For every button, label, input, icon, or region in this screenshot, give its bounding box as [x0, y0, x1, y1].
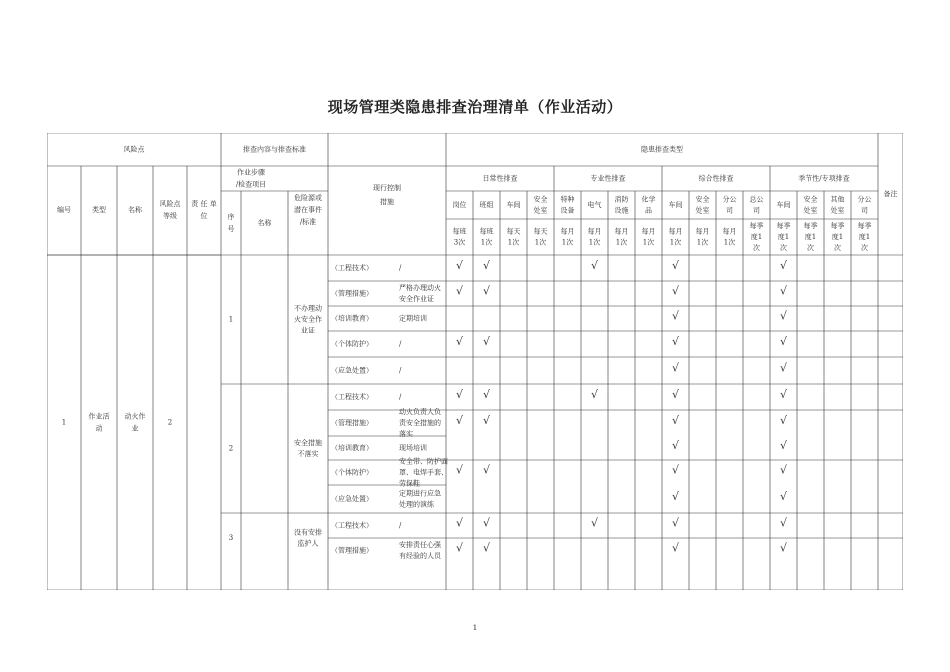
header-subcol-name: 司	[726, 206, 733, 215]
check-mark: √	[455, 335, 464, 348]
header-number: 编号	[57, 206, 71, 214]
header-subcol-frequency: 每季	[776, 222, 791, 230]
header-work-step: 作业步骤	[237, 168, 265, 177]
header-subcol-frequency: 1次	[696, 238, 709, 247]
risk-name: 动火作	[124, 412, 146, 421]
header-current-control: 措施	[380, 198, 394, 206]
header-subcol-frequency: 度1	[831, 233, 844, 241]
hazard-description: 不办理动	[294, 304, 322, 313]
check-item-seq: 3	[228, 534, 234, 542]
header-subcol-frequency: 度1	[750, 233, 763, 241]
header-subcol-frequency: 每季	[749, 222, 764, 230]
header-subcol-frequency: 每月	[641, 227, 656, 236]
header-subcol-name: 特种	[560, 195, 575, 204]
header-subcol-frequency: 每季	[803, 222, 818, 230]
check-mark: √	[455, 284, 464, 298]
check-mark: √	[671, 541, 680, 555]
control-measure: 安排责任心强	[399, 541, 441, 549]
check-mark: √	[482, 259, 491, 272]
header-subcol-name: 车间	[668, 201, 683, 209]
measure-category: （应急处置）	[331, 366, 373, 375]
measure-category: （培训教育）	[331, 314, 373, 323]
control-measure: /	[399, 264, 402, 272]
header-subcol-frequency: 次	[780, 244, 787, 252]
control-measure: 罩、电焊手套、	[399, 468, 448, 477]
header-risk-point: 风险点	[123, 145, 145, 154]
header-subcol-name: 岗位	[452, 201, 467, 209]
header-subcol-frequency: 次	[861, 244, 868, 252]
header-subcol-name: 车间	[776, 201, 791, 209]
header-subcol-name: 分公	[722, 195, 737, 204]
header-type: 类型	[92, 206, 106, 214]
check-mark: √	[671, 309, 680, 323]
check-mark: √	[455, 388, 464, 401]
header-subcol-name: 安全	[533, 195, 548, 204]
hazard-description: 业证	[301, 326, 315, 335]
check-item-seq: 2	[228, 444, 234, 453]
header-subcol-name: 安全	[803, 195, 818, 204]
header-current-control: 现行控制	[373, 184, 401, 192]
header-subcol-frequency: 每月	[560, 227, 575, 236]
header-hazard-source: 危险源或	[294, 194, 322, 202]
check-mark: √	[590, 388, 599, 401]
header-subcol-frequency: 1次	[723, 238, 736, 247]
control-measure: 定期培训	[399, 314, 427, 323]
header-group-comprehensive: 综合性排查	[698, 174, 734, 183]
risk-name: 业	[131, 424, 139, 433]
header-group-seasonal: 季节性/专项排查	[798, 174, 850, 183]
measure-category: （工程技术）	[331, 264, 373, 272]
header-check-content: 排查内容与排查标准	[243, 145, 306, 154]
check-mark: √	[482, 541, 491, 555]
header-subcol-name: 处室	[695, 206, 710, 215]
header-seq: 号	[227, 225, 235, 233]
check-mark: √	[482, 335, 491, 348]
header-subcol-name: 设备	[560, 206, 575, 215]
check-mark: √	[671, 439, 680, 452]
header-subcol-name: 电气	[587, 201, 602, 209]
check-mark: √	[482, 284, 491, 298]
header-seq: 序	[227, 213, 235, 221]
header-subcol-frequency: 次	[753, 244, 760, 252]
check-mark: √	[590, 516, 599, 530]
header-subcol-name: 处室	[533, 206, 548, 215]
header-subcol-frequency: 3次	[453, 238, 466, 247]
measure-category: （应急处置）	[331, 495, 373, 503]
control-measure: 落实	[399, 430, 413, 438]
header-subcol-frequency: 每天	[506, 227, 521, 236]
control-measure: 动火负责人负	[399, 408, 441, 416]
header-subcol-frequency: 1次	[588, 238, 601, 247]
header-subcol-name: 司	[753, 206, 760, 215]
check-mark: √	[779, 541, 788, 555]
check-mark: √	[482, 414, 491, 427]
header-subcol-frequency: 1次	[480, 238, 493, 247]
check-mark: √	[779, 361, 788, 375]
header-responsible-unit: 责 任 单	[191, 200, 217, 208]
risk-number: 1	[61, 418, 67, 427]
check-mark: √	[779, 414, 788, 427]
measure-category: （工程技术）	[331, 521, 373, 530]
measure-category: （个体防护）	[331, 340, 373, 348]
risk-type: 动	[95, 424, 103, 433]
header-subcol-name: 司	[861, 206, 868, 215]
header-subcol-name: 车间	[506, 201, 521, 209]
risk-level: 2	[167, 418, 173, 427]
header-subcol-frequency: 1次	[534, 238, 547, 247]
header-subcol-frequency: 每班	[479, 227, 494, 236]
header-subcol-frequency: 每季	[830, 222, 845, 230]
measure-category: （管理措施）	[331, 289, 373, 298]
check-mark: √	[779, 388, 788, 401]
check-mark: √	[779, 439, 788, 452]
header-subcol-frequency: 1次	[615, 238, 628, 247]
header-subcol-frequency: 1次	[669, 238, 682, 247]
control-measure: /	[399, 340, 402, 348]
header-subcol-frequency: 每班	[452, 227, 467, 236]
check-mark: √	[455, 541, 464, 555]
header-group-daily: 日常性排查	[482, 174, 518, 183]
measure-category: （个体防护）	[331, 468, 373, 477]
risk-type: 作业活	[88, 412, 110, 421]
check-mark: √	[779, 490, 788, 503]
header-subcol-name: 处室	[803, 206, 818, 215]
header-subcol-name: 安全	[695, 195, 710, 204]
check-mark: √	[455, 516, 464, 530]
header-risk-level: 等级	[163, 212, 177, 220]
header-step-name: 名称	[257, 219, 272, 227]
hazard-description: 没有安排	[294, 528, 322, 537]
measure-category: （管理措施）	[331, 546, 373, 555]
hazard-description: 火安全作	[294, 315, 322, 324]
check-mark: √	[482, 516, 491, 530]
header-subcol-frequency: 1次	[561, 238, 574, 247]
header-subcol-frequency: 每天	[533, 227, 548, 236]
check-mark: √	[455, 463, 464, 477]
check-mark: √	[779, 335, 788, 348]
document-title: 现场管理类隐患排查治理清单（作业活动）	[327, 98, 623, 116]
measure-category: （管理措施）	[331, 419, 373, 427]
header-hazard-source: 潜在事件	[294, 206, 322, 214]
control-measure: 安全作业证	[399, 295, 434, 303]
check-mark: √	[779, 284, 788, 298]
check-mark: √	[671, 335, 680, 348]
check-mark: √	[482, 388, 491, 401]
header-subcol-name: 品	[645, 206, 652, 215]
check-mark: √	[779, 309, 788, 323]
header-hazard-check-type: 隐患排查类型	[641, 145, 683, 154]
header-subcol-name: 处室	[830, 206, 845, 215]
header-subcol-frequency: 每月	[695, 227, 710, 236]
header-subcol-name: 化学	[641, 195, 656, 204]
control-measure: 定期进行应急	[399, 489, 441, 498]
check-mark: √	[671, 463, 680, 477]
check-mark: √	[455, 259, 464, 272]
header-subcol-frequency: 次	[834, 244, 841, 252]
header-remarks: 备注	[883, 190, 898, 198]
header-subcol-frequency: 每月	[614, 227, 629, 236]
hazard-checklist-table	[47, 133, 903, 590]
header-subcol-name: 其他	[830, 195, 845, 204]
check-mark: √	[779, 463, 788, 477]
header-subcol-frequency: 每月	[587, 227, 602, 236]
hazard-description: 监护人	[297, 539, 319, 548]
check-mark: √	[482, 463, 491, 477]
check-mark: √	[671, 284, 680, 298]
check-mark: √	[671, 361, 680, 375]
header-subcol-frequency: 1次	[507, 238, 520, 247]
header-group-professional: 专业性排查	[590, 174, 626, 183]
header-subcol-frequency: 度1	[777, 233, 790, 241]
header-subcol-frequency: 次	[807, 244, 814, 252]
control-measure: 严格办理动火	[399, 284, 441, 292]
check-mark: √	[671, 516, 680, 530]
page-number: 1	[472, 624, 478, 632]
header-subcol-name: 分公	[857, 195, 872, 204]
measure-category: （工程技术）	[331, 393, 373, 401]
check-mark: √	[455, 414, 464, 427]
header-name: 名称	[128, 206, 142, 214]
control-measure: 现场培训	[399, 444, 427, 452]
control-measure: 劳保鞋	[399, 479, 420, 488]
header-subcol-name: 总公	[749, 195, 764, 204]
measure-category: （培训教育）	[331, 444, 373, 452]
header-subcol-frequency: 1次	[642, 238, 655, 247]
header-risk-level: 风险点	[159, 200, 181, 208]
check-mark: √	[671, 414, 680, 427]
header-subcol-frequency: 每季	[857, 222, 872, 230]
check-mark: √	[671, 490, 680, 503]
control-measure: 处理的演练	[399, 500, 434, 509]
header-subcol-frequency: 每月	[722, 227, 737, 236]
check-mark: √	[671, 388, 680, 401]
header-subcol-name: 班组	[479, 201, 494, 209]
hazard-description: 安全措施	[294, 439, 322, 447]
check-item-seq: 1	[228, 315, 234, 324]
control-measure: /	[399, 521, 402, 530]
check-mark: √	[671, 259, 680, 272]
check-mark: √	[779, 516, 788, 530]
header-subcol-frequency: 度1	[804, 233, 817, 241]
control-measure: /	[399, 366, 402, 375]
header-subcol-frequency: 每月	[668, 227, 683, 236]
check-mark: √	[779, 259, 788, 272]
control-measure: 安全带、防护面	[399, 457, 448, 466]
check-mark: √	[590, 259, 599, 272]
header-work-step: /检查项目	[235, 180, 267, 189]
header-subcol-frequency: 度1	[858, 233, 871, 241]
control-measure: /	[399, 393, 402, 401]
header-subcol-name: 消防	[614, 195, 629, 204]
header-responsible-unit: 位	[200, 212, 208, 220]
control-measure: 责安全措施的	[399, 419, 441, 427]
hazard-description: 不落实	[297, 450, 319, 458]
header-subcol-name: 设施	[614, 206, 629, 215]
control-measure: 有经验的人员	[399, 552, 441, 560]
header-hazard-source: /标准	[299, 218, 317, 226]
